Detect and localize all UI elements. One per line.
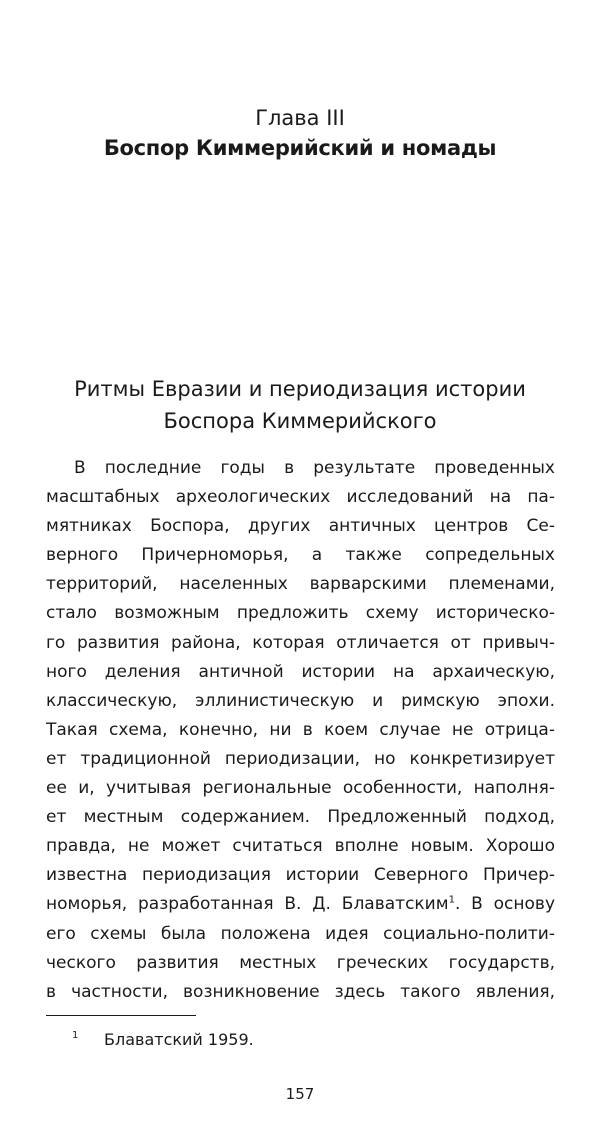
text-line: го развития района, которая отличается от привыч- xyxy=(46,632,555,653)
text-line: в частности, возникновение здесь такого явления, xyxy=(46,981,555,1002)
footnote xyxy=(72,1028,254,1052)
chapter-label: Глава III xyxy=(255,106,345,130)
text-line: мятниках Боспора, других античных центров Се- xyxy=(46,516,555,537)
text-line: известна периодизация истории Северного Причер- xyxy=(46,865,555,886)
text-line: В последние годы в результате проведенных xyxy=(74,458,555,478)
section-title xyxy=(40,373,560,437)
footnote-number: 1 xyxy=(72,1030,79,1041)
text-line: стало возможным предложить схему историческо- xyxy=(46,603,555,624)
section-title-line-1: Ритмы Евразии и периодизация истории xyxy=(74,377,526,401)
body-paragraph xyxy=(46,454,555,1007)
text-line: Такая схема, конечно, ни в коем случае не отрица- xyxy=(46,719,555,740)
text-line: ет традиционной периодизации, но конкретизирует xyxy=(46,748,555,769)
text-line: верного Причерноморья, а также сопредельных xyxy=(46,545,555,566)
text-line-tail: . В основу xyxy=(454,894,555,915)
text-line: ного деления античной истории на архаическую, xyxy=(46,661,555,682)
footnote-divider xyxy=(46,1015,196,1016)
text-line: его схемы была положена идея социально-полити- xyxy=(46,923,555,944)
footnote-text: Блаватский 1959. xyxy=(104,1030,254,1049)
text-line: ет местным содержанием. Предложенный подход, xyxy=(46,807,555,828)
text-line: территорий, населенных варварскими племенами, xyxy=(46,574,555,595)
text-line: ее и, учитывая региональные особенности, наполня- xyxy=(46,778,555,799)
footnote-reference[interactable]: 1 xyxy=(448,894,455,906)
text-line: ческого развития местных греческих государств, xyxy=(46,952,555,973)
text-line-start: номорья, разработанная В. Д. Блаватским xyxy=(46,894,449,915)
page-number: 157 xyxy=(285,1085,315,1103)
section-title-line-2: Боспора Киммерийского xyxy=(163,409,437,433)
text-line-with-footnote-ref xyxy=(46,890,555,919)
text-line: классическую, эллинистическую и римскую эпохи. xyxy=(46,690,555,711)
chapter-title: Боспор Киммерийский и номады xyxy=(103,136,497,160)
text-line: правда, не может считаться вполне новым. Хорошо xyxy=(46,836,555,857)
text-line: масштабных археологических исследований на па- xyxy=(46,487,555,508)
